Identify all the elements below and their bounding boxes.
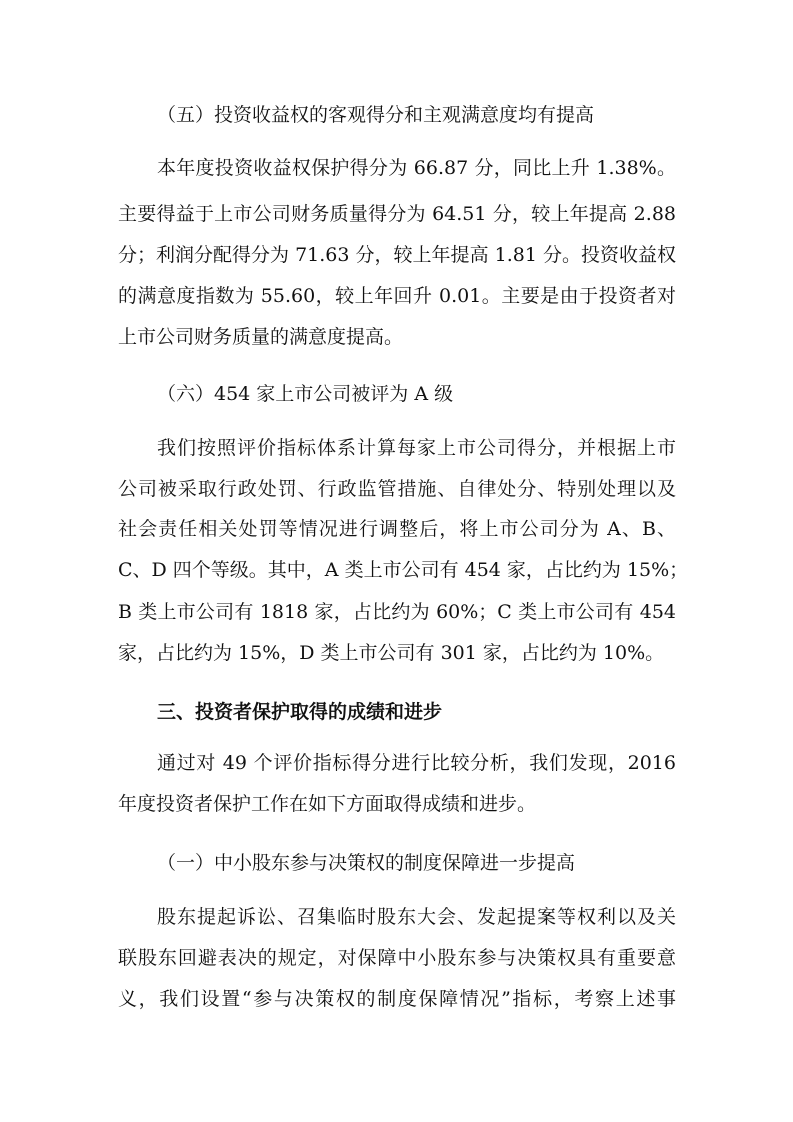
paragraph-line: 年度投资者保护工作在如下方面取得成绩和进步。 <box>118 793 537 815</box>
paragraph-line: 通过对 49 个评价指标得分进行比较分析，我们发现，2016 <box>157 752 676 774</box>
chapter-heading-3: 三、投资者保护取得的成绩和进步 <box>157 701 443 723</box>
paragraph-line: 家，占比约为 15%，D 类上市公司有 301 家，占比约为 10%。 <box>118 642 665 664</box>
paragraph-line: 上市公司财务质量的满意度提高。 <box>118 326 404 348</box>
paragraph-line: 公司被采取行政处罚、行政监管措施、自律处分、特别处理以及 <box>118 478 676 500</box>
paragraph-line: C、D 四个等级。其中，A 类上市公司有 454 家，占比约为 15%； <box>118 559 689 581</box>
section-heading-5: （五）投资收益权的客观得分和主观满意度均有提高 <box>157 104 595 126</box>
section-heading-1: （一）中小股东参与决策权的制度保障进一步提高 <box>157 852 576 874</box>
paragraph-line: 本年度投资收益权保护得分为 66.87 分，同比上升 1.38%。 <box>157 157 676 179</box>
paragraph-line: 股东提起诉讼、召集临时股东大会、发起提案等权利以及关 <box>157 906 676 928</box>
paragraph-line: 我们按照评价指标体系计算每家上市公司得分，并根据上市 <box>157 437 676 459</box>
paragraph-line: 联股东回避表决的规定，对保障中小股东参与决策权具有重要意 <box>118 947 676 969</box>
paragraph-line: 社会责任相关处罚等情况进行调整后，将上市公司分为 A、B、 <box>118 518 676 540</box>
paragraph-line: 义，我们设置“参与决策权的制度保障情况”指标，考察上述事 <box>118 988 676 1010</box>
paragraph-line: 分；利润分配得分为 71.63 分，较上年提高 1.81 分。投资收益权 <box>118 244 676 266</box>
paragraph-line: 的满意度指数为 55.60，较上年回升 0.01。主要是由于投资者对 <box>118 285 676 307</box>
section-heading-6: （六）454 家上市公司被评为 A 级 <box>157 383 454 405</box>
paragraph-line: 主要得益于上市公司财务质量得分为 64.51 分，较上年提高 2.88 <box>118 203 676 225</box>
paragraph-line: B 类上市公司有 1818 家，占比约为 60%；C 类上市公司有 454 <box>118 601 676 623</box>
